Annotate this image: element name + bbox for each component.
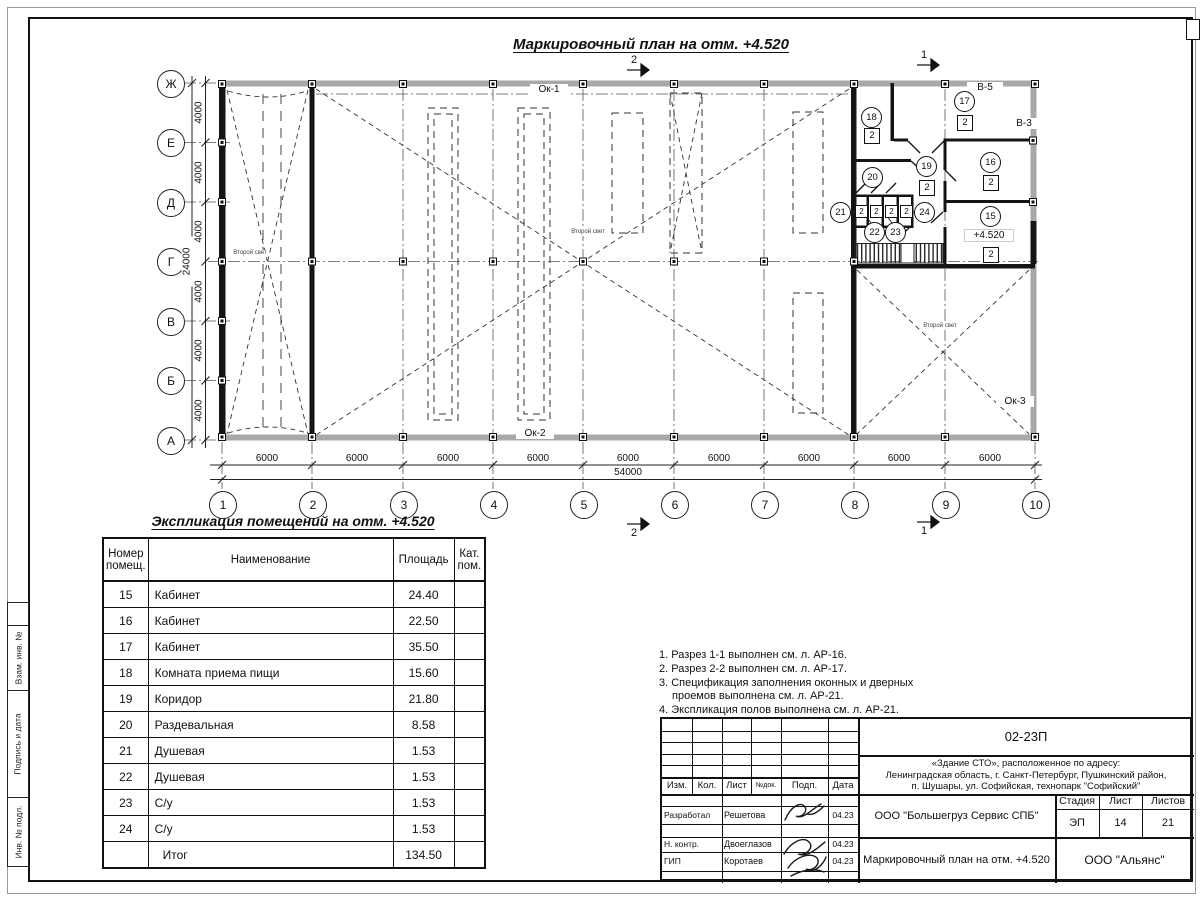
cell-area: 1.53 — [393, 738, 454, 764]
note-line: 4. Экспликация полов выполнена см. л. АР-21. — [659, 704, 899, 717]
dim-row: 4000 — [193, 399, 205, 422]
table-row — [103, 712, 485, 738]
note-line: 2. Разрез 2-2 выполнен см. л. АР-17. — [659, 662, 847, 675]
room-bubble-24: 24 — [914, 202, 935, 223]
frame-cell-vzam — [7, 625, 29, 691]
tb-company: ООО "Большегруз Сервис СПБ" — [874, 809, 1039, 822]
floor-type-24: 2 — [900, 205, 913, 218]
dim-bay: 6000 — [526, 453, 550, 464]
notes-list — [659, 649, 913, 718]
room-bubble-18: 18 — [861, 107, 882, 128]
section-mark-1-top: 1 — [920, 49, 928, 61]
cell-cat — [454, 842, 485, 869]
axis-bubble-8: 8 — [841, 491, 869, 519]
table-header-row — [103, 538, 485, 581]
second-light-note: Второй свет — [923, 323, 957, 329]
table-row — [103, 634, 485, 660]
cell-name: С/у — [148, 790, 393, 816]
cell-num: 17 — [103, 634, 148, 660]
window-label-ok1: Ок-1 — [530, 84, 568, 95]
col-header-num: Номер помещ. — [103, 538, 148, 581]
cell-num: 21 — [103, 738, 148, 764]
note-line: 3. Спецификация заполнения оконных и дверных — [659, 676, 914, 689]
cell-name: Кабинет — [148, 634, 393, 660]
tb-address-line2: Ленинградская область, г. Санкт-Петербург, Пушкинский район, — [885, 769, 1167, 781]
axis-bubble-3: 3 — [390, 491, 418, 519]
frame-cell-podpis — [7, 690, 29, 798]
dim-bay: 6000 — [436, 453, 460, 464]
tb-stage-value: ЭП — [1069, 817, 1085, 829]
note-line: проемов выполнена см. л. АР-21. — [672, 690, 844, 703]
frame-cell-empty — [7, 602, 29, 626]
cell-area: 21.80 — [393, 686, 454, 712]
room-bubble-19: 19 — [916, 156, 937, 177]
cell-num: 23 — [103, 790, 148, 816]
floor-type-23: 2 — [885, 205, 898, 218]
second-light-note: Второй свет — [571, 229, 605, 235]
dim-row: 4000 — [193, 101, 205, 124]
axis-bubble-d: Д — [157, 189, 185, 217]
axis-bubble-2: 2 — [299, 491, 327, 519]
cell-name: Кабинет — [148, 608, 393, 634]
axis-bubble-e: Е — [157, 129, 185, 157]
vent-label-v3: В-3 — [1006, 118, 1042, 129]
dim-bay: 6000 — [255, 453, 279, 464]
second-light-note: Второй свет — [233, 250, 267, 256]
cell-area: 35.50 — [393, 634, 454, 660]
axis-bubble-9: 9 — [932, 491, 960, 519]
floor-type-22: 2 — [870, 205, 883, 218]
tb-doc-number: 02-23П — [1004, 729, 1048, 744]
axis-bubble-zh: Ж — [157, 70, 185, 98]
cell-area: 1.53 — [393, 790, 454, 816]
cell-cat — [454, 790, 485, 816]
room-bubble-20: 20 — [862, 167, 883, 188]
cell-cat — [454, 608, 485, 634]
tb-org: ООО "Альянс" — [1084, 853, 1165, 867]
cell-cat — [454, 686, 485, 712]
table-row — [103, 581, 485, 608]
dim-bay: 6000 — [707, 453, 731, 464]
cell-num — [103, 842, 148, 869]
axis-bubble-10: 10 — [1022, 491, 1050, 519]
dim-row: 4000 — [193, 220, 205, 243]
window-label-ok3: Ок-3 — [996, 396, 1034, 407]
elevation-mark: +4.520 — [964, 229, 1014, 242]
tb-col-podp: Подп. — [791, 780, 818, 791]
cell-name: С/у — [148, 816, 393, 842]
cell-cat — [454, 634, 485, 660]
section-mark-1-bottom: 1 — [920, 525, 928, 537]
tb-col-ndok: №док. — [755, 782, 777, 789]
tb-role-developer: Разработал — [664, 810, 711, 820]
tb-sheets-label: Листов — [1150, 795, 1186, 807]
dimension-lines — [192, 76, 1042, 480]
floor-type-21: 2 — [855, 205, 868, 218]
cell-num: 22 — [103, 764, 148, 790]
section-mark-2-top: 2 — [630, 54, 638, 66]
tb-col-kol: Кол. — [697, 780, 717, 791]
title-block — [660, 717, 1192, 881]
floor-type-16: 2 — [983, 175, 999, 191]
cell-num: 20 — [103, 712, 148, 738]
cell-num: 19 — [103, 686, 148, 712]
explication-title: Экспликация помещений на отм. +4.520 — [151, 513, 435, 529]
cell-area: 1.53 — [393, 816, 454, 842]
dim-total-horizontal: 54000 — [608, 467, 648, 478]
table-row — [103, 790, 485, 816]
tb-address-line3: п. Шушары, ул. Софийская, технопарк "Софийский" — [911, 781, 1141, 792]
room-bubble-22: 22 — [864, 222, 885, 243]
axis-bubble-5: 5 — [570, 491, 598, 519]
table-row — [103, 608, 485, 634]
axis-bubble-7: 7 — [751, 491, 779, 519]
tb-sheet-value: 14 — [1114, 817, 1127, 829]
tb-date-gip: 04.23 — [832, 856, 854, 866]
axis-bubble-4: 4 — [480, 491, 508, 519]
room-bubble-17: 17 — [954, 91, 975, 112]
cell-num: 16 — [103, 608, 148, 634]
dim-bay: 6000 — [978, 453, 1002, 464]
tb-drawing-name: Маркировочный план на отм. +4.520 — [863, 854, 1050, 866]
cell-name: Кабинет — [148, 581, 393, 608]
table-row — [103, 816, 485, 842]
dim-row: 4000 — [193, 161, 205, 184]
cell-area: 24.40 — [393, 581, 454, 608]
cell-area: 8.58 — [393, 712, 454, 738]
tb-col-data: Дата — [832, 780, 854, 791]
tb-sheets-value: 21 — [1161, 817, 1175, 829]
plan-title: Маркировочный план на отм. +4.520 — [513, 36, 789, 53]
col-header-area: Площадь — [393, 538, 454, 581]
dim-bay: 6000 — [797, 453, 821, 464]
section-mark-2-bottom: 2 — [630, 527, 638, 539]
cell-cat — [454, 660, 485, 686]
dimension-ticks — [188, 79, 1039, 484]
tb-date-ncontrol: 04.23 — [832, 839, 854, 849]
cell-area: 1.53 — [393, 764, 454, 790]
frame-label: Подпись и дата — [13, 713, 24, 775]
cell-area: 15.60 — [393, 660, 454, 686]
cell-cat — [454, 712, 485, 738]
tb-sheet-label: Лист — [1109, 795, 1132, 807]
axis-bubble-a: А — [157, 427, 185, 455]
axis-bubble-v: В — [157, 308, 185, 336]
dim-bay: 6000 — [887, 453, 911, 464]
tb-name-gip: Коротаев — [724, 856, 763, 866]
floor-type-15: 2 — [983, 247, 999, 263]
room-bubble-16: 16 — [980, 152, 1001, 173]
cell-cat — [454, 816, 485, 842]
table-total-row — [103, 842, 485, 869]
cell-name: Комната приема пищи — [148, 660, 393, 686]
cell-num: 15 — [103, 581, 148, 608]
tb-stage-label: Стадия — [1059, 795, 1095, 807]
explication-table — [102, 537, 486, 869]
void-edges — [263, 94, 281, 432]
staircase — [855, 244, 943, 264]
tb-role-ncontrol: Н. контр. — [664, 839, 700, 849]
table-row — [103, 764, 485, 790]
axis-bubble-b: Б — [157, 367, 185, 395]
note-line: 1. Разрез 1-1 выполнен см. л. АР-16. — [659, 649, 847, 661]
frame-label: Инв. № подл. — [13, 805, 24, 859]
dim-total-vertical: 24000 — [182, 237, 193, 287]
total-area: 134.50 — [393, 842, 454, 869]
tb-name-developer: Решетова — [724, 810, 766, 820]
tb-role-gip: ГИП — [664, 856, 681, 866]
table-row — [103, 660, 485, 686]
cell-name: Коридор — [148, 686, 393, 712]
vent-label-v5: В-5 — [967, 82, 1003, 93]
axis-bubble-g: Г — [157, 248, 185, 276]
frame-label: Взам. инв. № — [13, 631, 24, 685]
floor-type-18: 2 — [864, 128, 880, 144]
cell-cat — [454, 738, 485, 764]
room-bubble-15: 15 — [980, 206, 1001, 227]
cell-name: Душевая — [148, 738, 393, 764]
frame-cell-inv — [7, 797, 29, 867]
tb-address-line1: «Здание СТО», расположенное по адресу: — [931, 758, 1121, 769]
floor-type-17: 2 — [957, 115, 973, 131]
tb-name-ncontrol: Двоеглазов — [724, 839, 772, 849]
cell-area: 22.50 — [393, 608, 454, 634]
axis-bubble-1: 1 — [209, 491, 237, 519]
floor-type-19: 2 — [919, 180, 935, 196]
tb-col-izm: Изм. — [666, 780, 688, 791]
dim-bay: 6000 — [616, 453, 640, 464]
window-label-ok2: Ок-2 — [516, 428, 554, 439]
cell-num: 18 — [103, 660, 148, 686]
room-bubble-23: 23 — [885, 222, 906, 243]
table-row — [103, 686, 485, 712]
signature-strokes — [781, 794, 828, 883]
table-row — [103, 738, 485, 764]
cell-cat — [454, 764, 485, 790]
cell-name: Раздевальная — [148, 712, 393, 738]
col-header-name: Наименование — [148, 538, 393, 581]
tb-col-list: Лист — [726, 780, 747, 791]
room-bubble-21: 21 — [830, 202, 851, 223]
axis-bubble-6: 6 — [661, 491, 689, 519]
dim-bay: 6000 — [345, 453, 369, 464]
dim-row: 4000 — [193, 280, 205, 303]
col-header-cat: Кат. пом. — [454, 538, 485, 581]
cell-num: 24 — [103, 816, 148, 842]
total-label: Итог — [148, 842, 393, 869]
cell-name: Душевая — [148, 764, 393, 790]
dim-row: 4000 — [193, 339, 205, 362]
cell-cat — [454, 581, 485, 608]
tb-date-developer: 04.23 — [832, 810, 854, 820]
